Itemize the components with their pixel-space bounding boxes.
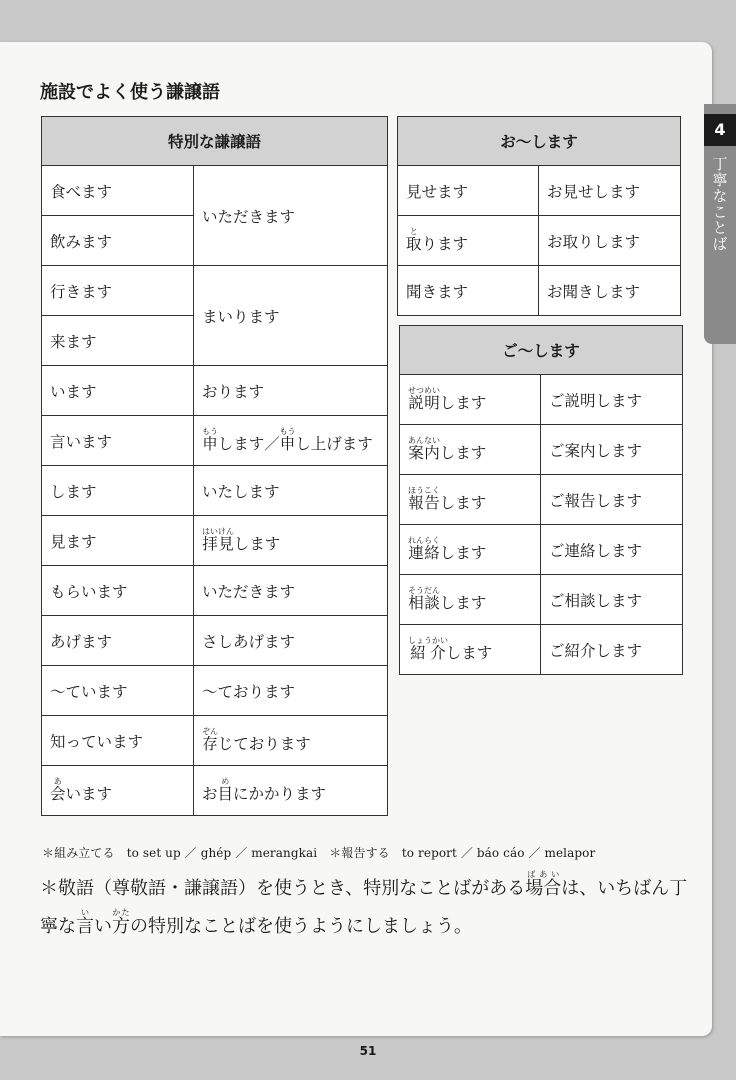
table-cell: 拝見はいけんします [194, 516, 388, 566]
table-cell: します [42, 466, 194, 516]
table-cell: お聞きします [539, 266, 681, 316]
table-cell: 〜ています [42, 666, 194, 716]
table-cell: お目めにかかります [194, 766, 388, 816]
table-cell: 説明せつめいします [400, 375, 541, 425]
table-cell: 〜ております [194, 666, 388, 716]
table-cell: 見せます [398, 166, 539, 216]
table-header: 特別な謙譲語 [42, 117, 388, 166]
table-cell: 聞きます [398, 266, 539, 316]
table-cell: 飲みます [42, 216, 194, 266]
table-cell: 食べます [42, 166, 194, 216]
table-header: お〜します [398, 117, 681, 166]
tip-text: ＊敬語（尊敬語・謙譲語）を使うとき、特別なことばがある場合ばあいは、いちばん丁寧な言いい方かたの特別なことばを使うようにしましょう。 [40, 870, 688, 937]
table-cell: 来ます [42, 316, 194, 366]
table-cell: 会あいます [42, 766, 194, 816]
table-cell: 見ます [42, 516, 194, 566]
table-cell: 紹介しょうかいします [400, 625, 541, 675]
table-cell: おります [194, 366, 388, 416]
vocab-notes: ＊組み立てる to set up ／ ghép ／ merangkai ＊報告する to report ／ báo cáo ／ melapor [42, 846, 596, 860]
go-shimasu-table [399, 325, 683, 675]
table-cell: 言います [42, 416, 194, 466]
o-shimasu-table [397, 116, 681, 316]
page-number: 51 [359, 1044, 377, 1058]
table-cell: ご案内します [541, 425, 683, 475]
table-cell: ご紹介します [541, 625, 683, 675]
chapter-tab[interactable] [704, 104, 736, 344]
table-cell: ご報告します [541, 475, 683, 525]
table-cell: お見せします [539, 166, 681, 216]
table-cell: いたします [194, 466, 388, 516]
table-header: ご〜します [400, 326, 683, 375]
table-cell: 申もうします／申もうし上げます [194, 416, 388, 466]
table-cell: 案内あんないします [400, 425, 541, 475]
table-cell: 報告ほうこくします [400, 475, 541, 525]
table-cell: さしあげます [194, 616, 388, 666]
table-cell: 知っています [42, 716, 194, 766]
table-cell: います [42, 366, 194, 416]
table-cell: 取とります [398, 216, 539, 266]
table-cell: ご説明します [541, 375, 683, 425]
page-title: 施設でよく使う謙譲語 [40, 82, 220, 103]
table-cell: 相談そうだんします [400, 575, 541, 625]
table-cell: いただきます [194, 166, 388, 266]
table-cell: もらいます [42, 566, 194, 616]
table-cell: 存ぞんじております [194, 716, 388, 766]
table-cell: 連絡れんらくします [400, 525, 541, 575]
special-humble-table [41, 116, 388, 816]
table-cell: まいります [194, 266, 388, 366]
table-cell: ご相談します [541, 575, 683, 625]
table-cell: お取りします [539, 216, 681, 266]
table-cell: あげます [42, 616, 194, 666]
table-cell: いただきます [194, 566, 388, 616]
chapter-number: 4 [704, 114, 736, 146]
chapter-label: 丁寧なことば [710, 156, 729, 252]
table-cell: ご連絡します [541, 525, 683, 575]
table-cell: 行きます [42, 266, 194, 316]
